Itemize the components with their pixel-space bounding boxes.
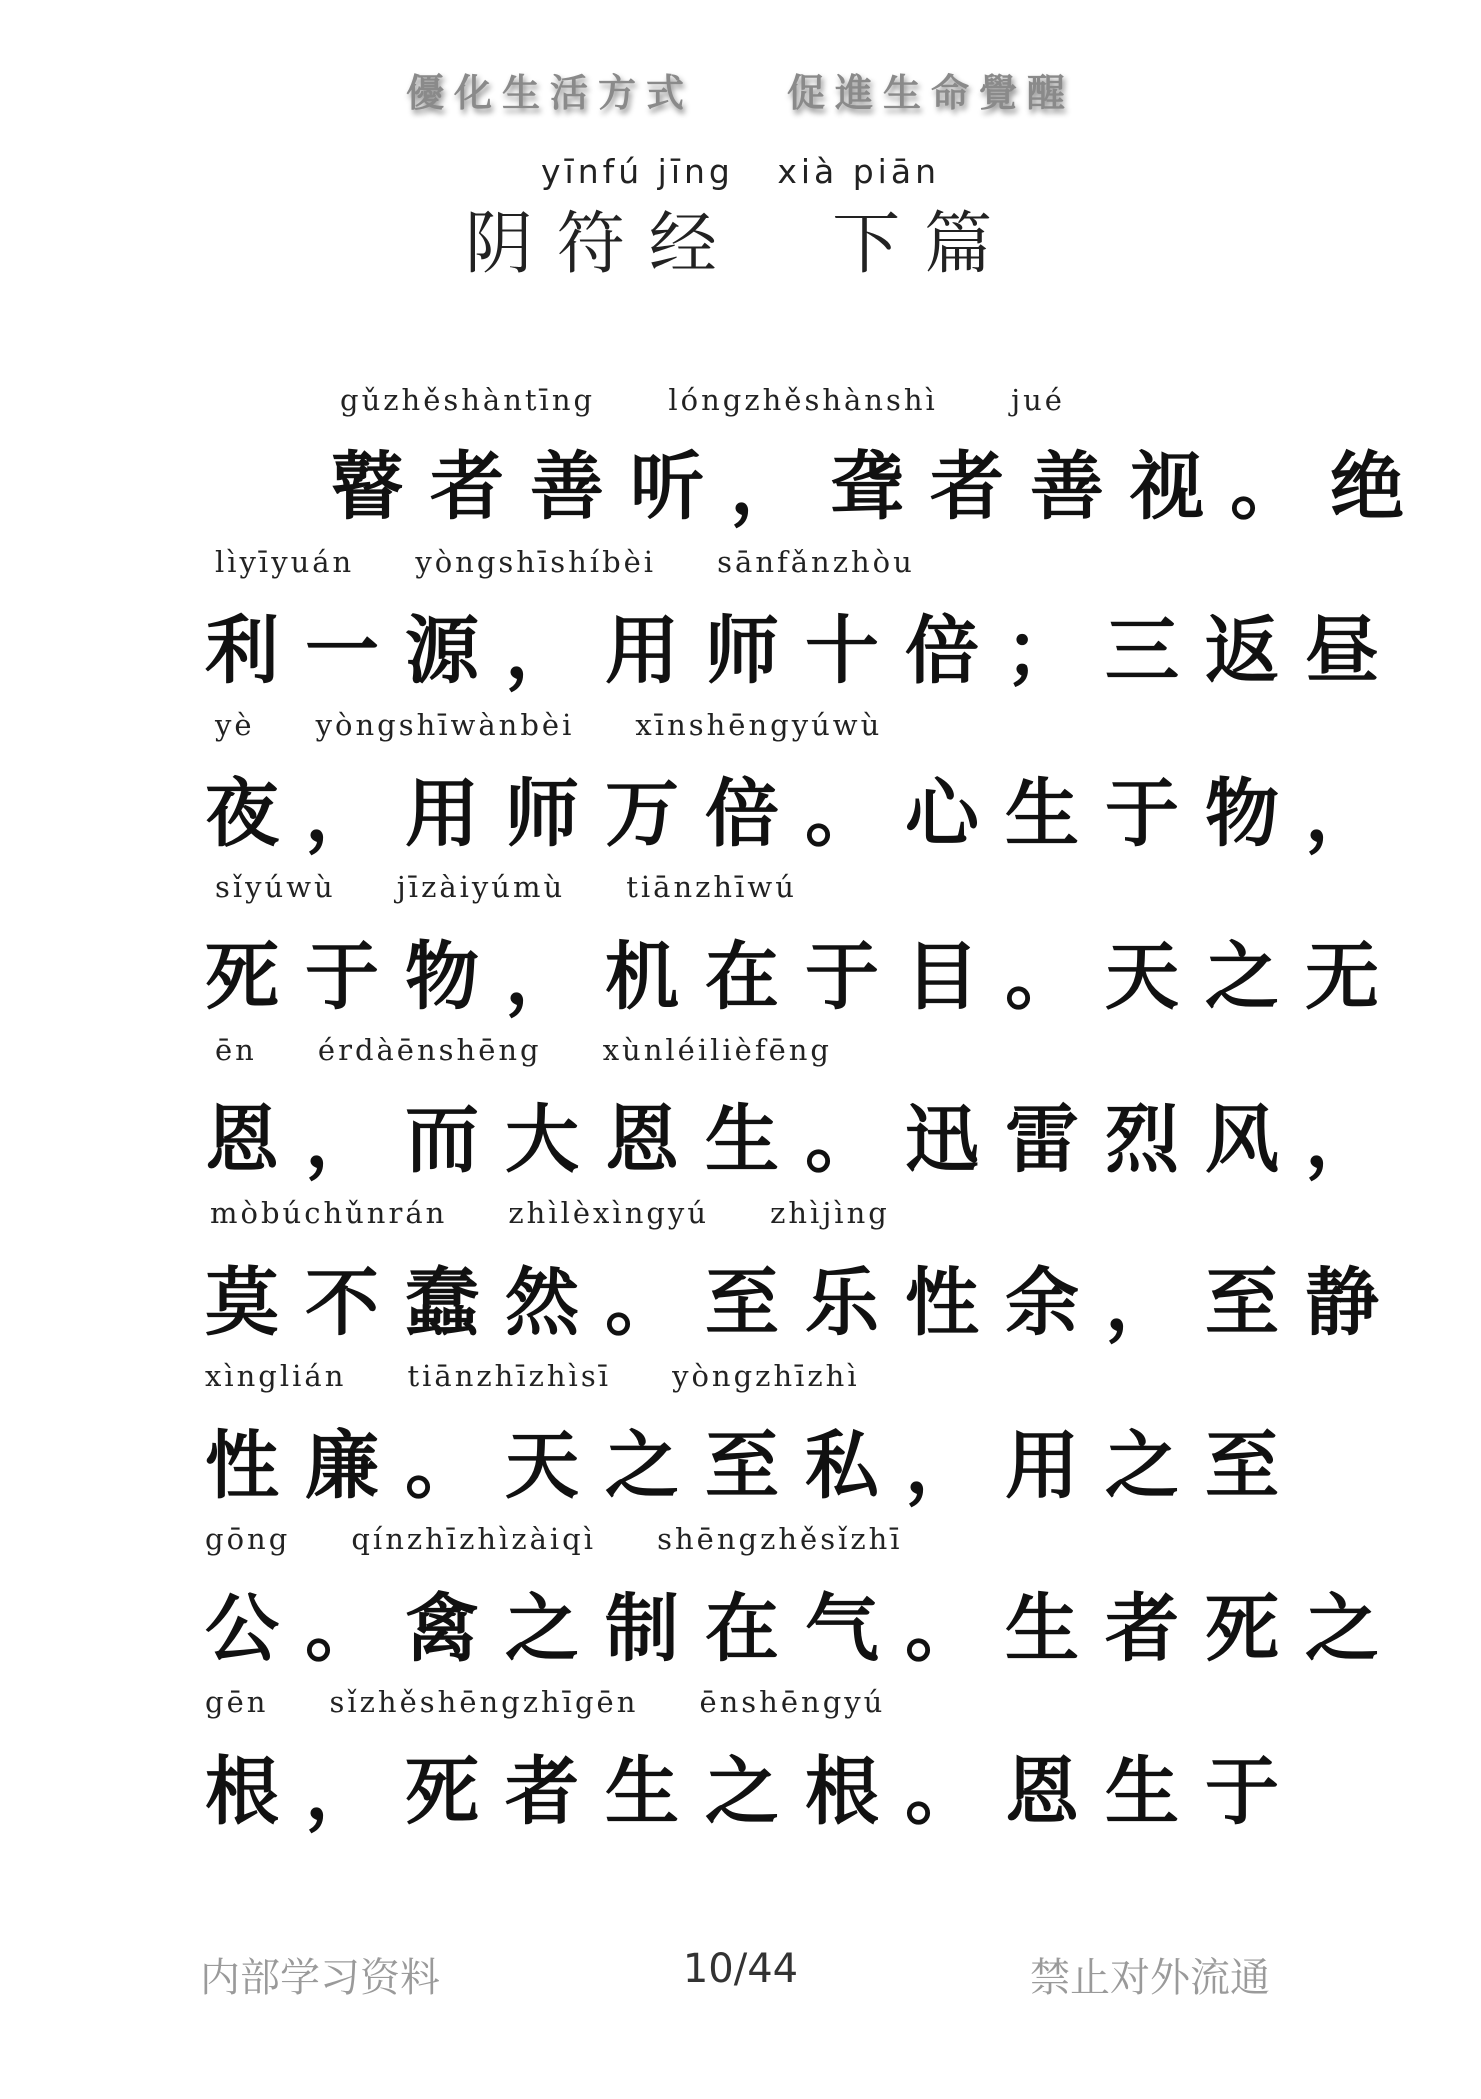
pinyin-line-8: gōng qínzhīzhìzàiqì shēngzhěsǐzhī <box>205 1522 903 1556</box>
text-line-9: 根，死者生之根。恩生于 <box>205 1749 1305 1835</box>
pinyin-line-2: lìyīyuán yòngshīshíbèi sānfǎnzhòu <box>215 545 915 579</box>
text-line-7: 性廉。天之至私，用之至 <box>205 1423 1305 1509</box>
text-line-1: 瞽者善听，聋者善视。绝 <box>330 444 1430 530</box>
pinyin-line-5: ēn érdàēnshēng xùnléilièfēng <box>215 1033 832 1067</box>
pinyin-line-1: gǔzhěshàntīng lóngzhěshànshì jué <box>340 383 1065 417</box>
pinyin-line-9: gēn sǐzhěshēngzhīgēn ēnshēngyú <box>205 1685 886 1719</box>
text-line-2: 利一源，用师十倍；三返昼 <box>205 608 1405 694</box>
pinyin-line-3: yè yòngshīwànbèi xīnshēngyúwù <box>215 708 883 742</box>
text-line-5: 恩，而大恩生。迅雷烈风， <box>205 1097 1405 1183</box>
pinyin-line-6: mòbúchǔnrán zhìlèxìngyú zhìjìng <box>210 1196 890 1230</box>
text-line-3: 夜，用师万倍。心生于物， <box>205 771 1405 857</box>
footer-left-label: 内部学习资料 <box>200 1955 440 2001</box>
text-line-6: 莫不蠢然。至乐性余，至静 <box>205 1260 1405 1346</box>
page-title: 阴符经 下篇 <box>464 205 1017 284</box>
pinyin-line-4: sǐyúwù jīzàiyúmù tiānzhīwú <box>215 870 797 904</box>
footer-right-label: 禁止对外流通 <box>1030 1955 1270 2001</box>
text-line-4: 死于物，机在于目。天之无 <box>205 934 1405 1020</box>
title-pinyin: yīnfú jīng xià piān <box>541 152 940 191</box>
pinyin-line-7: xìnglián tiānzhīzhìsī yòngzhīzhì <box>205 1359 860 1393</box>
header-slogan: 優化生活方式 促進生命覺醒 <box>406 71 1075 115</box>
page-number: 10/44 <box>682 1946 799 1992</box>
text-line-8: 公。禽之制在气。生者死之 <box>205 1586 1405 1672</box>
